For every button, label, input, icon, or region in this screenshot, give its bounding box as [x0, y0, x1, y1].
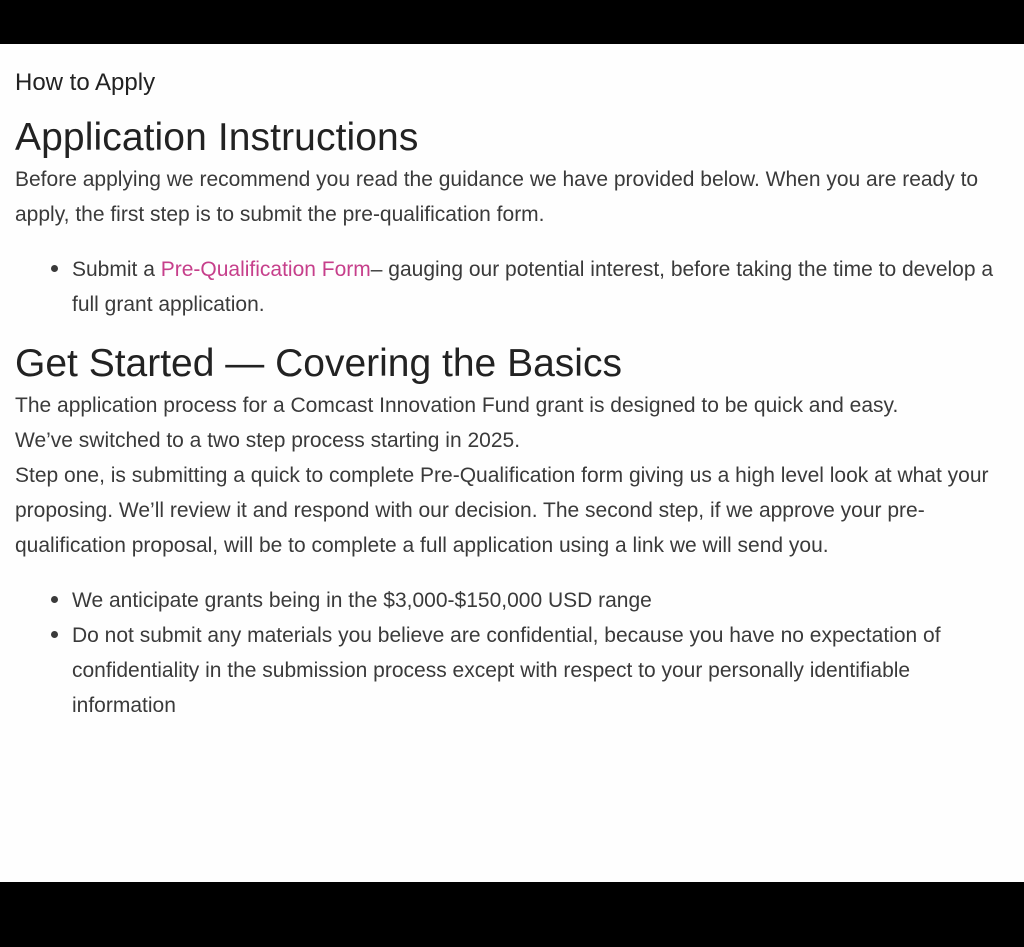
process-paragraph: The application process for a Comcast Innovation Fund grant is designed to be quick and easy. [15, 394, 899, 417]
application-instructions-heading: Application Instructions [15, 116, 419, 159]
notes-list [15, 583, 1015, 723]
list-item [72, 583, 1015, 618]
pre-qualification-form-link[interactable]: Pre-Qualification Form [160, 258, 371, 281]
list-item [72, 252, 1015, 322]
grant-range-text: We anticipate grants being in the $3,000-$150,000 USD range [72, 589, 652, 612]
bullet-dot-icon [51, 596, 58, 603]
bullet-suffix: – gauging our potential interest, before taking the time to develop a full grant application. [72, 258, 994, 316]
content-area [15, 66, 1015, 723]
step-details-paragraph: Step one, is submitting a quick to complete Pre-Qualification form giving us a high level look at what your proposing. We’ll review it and respond with our decision. The second step, if we approve your pre-qualification proposal, will be to complete a full application using a link we will send you. [15, 464, 989, 557]
instructions-list [15, 252, 1015, 322]
page [0, 44, 1024, 882]
list-item [72, 618, 1015, 723]
get-started-heading: Get Started — Covering the Basics [15, 342, 622, 385]
bullet-prefix: Submit a [72, 258, 161, 281]
intro-paragraph: Before applying we recommend you read the guidance we have provided below. When you are ready to apply, the first step is to submit the pre-qualification form. [15, 168, 979, 226]
breadcrumb: How to Apply [15, 69, 156, 96]
confidentiality-text: Do not submit any materials you believe are confidential, because you have no expectation of confidentiality in the submission process except with respect to your personally identifiable information [72, 624, 941, 717]
bullet-dot-icon [51, 631, 58, 638]
two-step-paragraph: We’ve switched to a two step process starting in 2025. [15, 429, 521, 452]
bullet-dot-icon [51, 265, 58, 272]
